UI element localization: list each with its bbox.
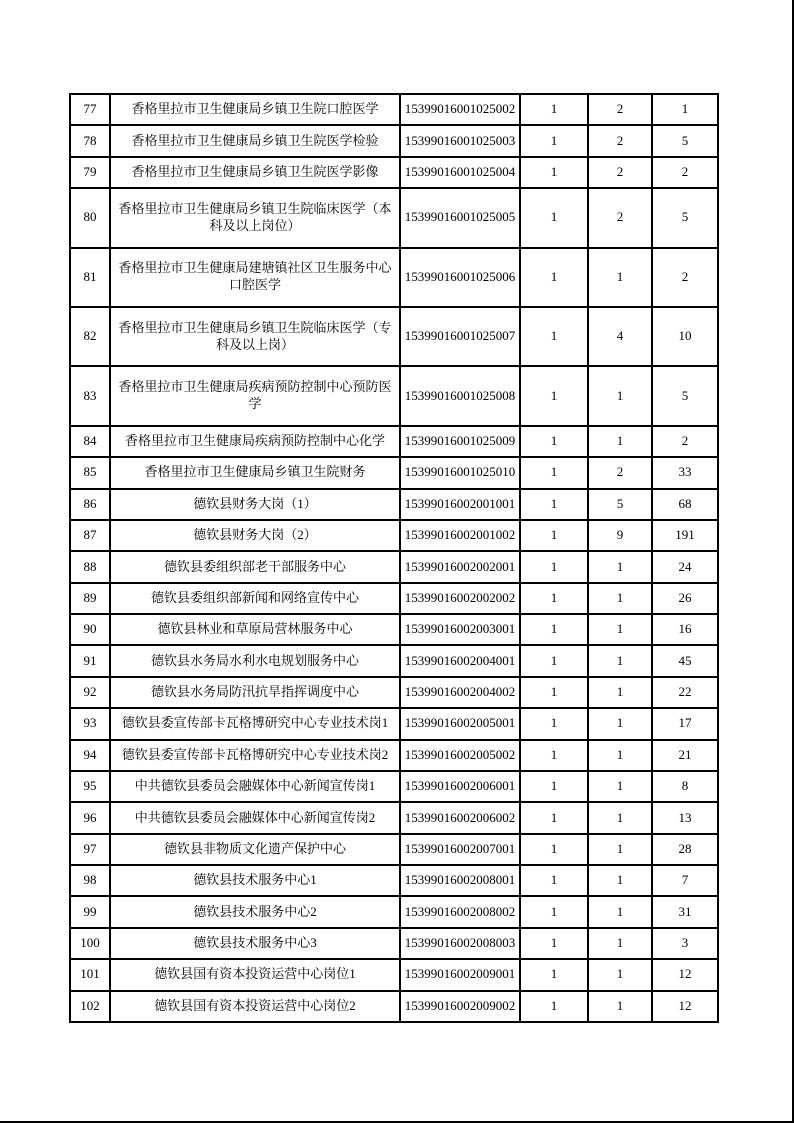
position-name-cell: 中共德钦县委员会融媒体中心新闻宣传岗1 bbox=[110, 771, 400, 802]
count-cell-3: 5 bbox=[652, 125, 718, 156]
position-code-cell: 15399016002003001 bbox=[400, 614, 520, 645]
count-cell-1: 1 bbox=[520, 248, 588, 307]
count-cell-2: 1 bbox=[588, 802, 652, 833]
table-row bbox=[70, 865, 718, 896]
count-cell-3: 68 bbox=[652, 489, 718, 520]
position-code-cell: 15399016001025003 bbox=[400, 125, 520, 156]
count-cell-1: 1 bbox=[520, 991, 588, 1022]
table-row bbox=[70, 94, 718, 125]
count-cell-3: 2 bbox=[652, 157, 718, 188]
count-cell-2: 1 bbox=[588, 771, 652, 802]
position-code-cell: 15399016001025005 bbox=[400, 188, 520, 247]
count-cell-3: 45 bbox=[652, 645, 718, 676]
table-row bbox=[70, 426, 718, 457]
position-code-cell: 15399016002008002 bbox=[400, 896, 520, 927]
table-row bbox=[70, 928, 718, 959]
position-code-cell: 15399016002008003 bbox=[400, 928, 520, 959]
count-cell-3: 191 bbox=[652, 520, 718, 551]
row-number-cell: 82 bbox=[70, 307, 110, 366]
positions-table bbox=[69, 93, 719, 1023]
table-row bbox=[70, 834, 718, 865]
count-cell-3: 3 bbox=[652, 928, 718, 959]
count-cell-1: 1 bbox=[520, 959, 588, 990]
position-code-cell: 15399016001025009 bbox=[400, 426, 520, 457]
table-row bbox=[70, 677, 718, 708]
position-name-cell: 香格里拉市卫生健康局乡镇卫生院临床医学（专科及以上岗） bbox=[110, 307, 400, 366]
count-cell-3: 1 bbox=[652, 94, 718, 125]
count-cell-2: 1 bbox=[588, 896, 652, 927]
count-cell-3: 22 bbox=[652, 677, 718, 708]
row-number-cell: 87 bbox=[70, 520, 110, 551]
count-cell-1: 1 bbox=[520, 771, 588, 802]
position-code-cell: 15399016002005002 bbox=[400, 740, 520, 771]
row-number-cell: 102 bbox=[70, 991, 110, 1022]
row-number-cell: 95 bbox=[70, 771, 110, 802]
position-name-cell: 香格里拉市卫生健康局疾病预防控制中心预防医学 bbox=[110, 366, 400, 425]
count-cell-1: 1 bbox=[520, 125, 588, 156]
count-cell-1: 1 bbox=[520, 614, 588, 645]
count-cell-2: 1 bbox=[588, 426, 652, 457]
table-row bbox=[70, 991, 718, 1022]
count-cell-2: 1 bbox=[588, 551, 652, 582]
count-cell-1: 1 bbox=[520, 457, 588, 488]
count-cell-2: 1 bbox=[588, 834, 652, 865]
table-row bbox=[70, 771, 718, 802]
position-name-cell: 中共德钦县委员会融媒体中心新闻宣传岗2 bbox=[110, 802, 400, 833]
count-cell-3: 7 bbox=[652, 865, 718, 896]
position-name-cell: 德钦县非物质文化遗产保护中心 bbox=[110, 834, 400, 865]
count-cell-1: 1 bbox=[520, 583, 588, 614]
row-number-cell: 90 bbox=[70, 614, 110, 645]
count-cell-1: 1 bbox=[520, 708, 588, 739]
table-row bbox=[70, 614, 718, 645]
count-cell-1: 1 bbox=[520, 157, 588, 188]
position-name-cell: 德钦县委宣传部卡瓦格博研究中心专业技术岗1 bbox=[110, 708, 400, 739]
position-name-cell: 德钦县技术服务中心1 bbox=[110, 865, 400, 896]
count-cell-1: 1 bbox=[520, 366, 588, 425]
row-number-cell: 84 bbox=[70, 426, 110, 457]
position-code-cell: 15399016002008001 bbox=[400, 865, 520, 896]
count-cell-2: 2 bbox=[588, 157, 652, 188]
position-code-cell: 15399016001025002 bbox=[400, 94, 520, 125]
position-name-cell: 香格里拉市卫生健康局乡镇卫生院临床医学（本科及以上岗位） bbox=[110, 188, 400, 247]
position-code-cell: 15399016001025004 bbox=[400, 157, 520, 188]
position-code-cell: 15399016002009002 bbox=[400, 991, 520, 1022]
position-code-cell: 15399016001025010 bbox=[400, 457, 520, 488]
table-row bbox=[70, 708, 718, 739]
table-row bbox=[70, 583, 718, 614]
row-number-cell: 89 bbox=[70, 583, 110, 614]
table-row bbox=[70, 457, 718, 488]
row-number-cell: 80 bbox=[70, 188, 110, 247]
count-cell-1: 1 bbox=[520, 188, 588, 247]
table-row bbox=[70, 366, 718, 425]
count-cell-3: 12 bbox=[652, 991, 718, 1022]
count-cell-1: 1 bbox=[520, 740, 588, 771]
count-cell-3: 10 bbox=[652, 307, 718, 366]
position-code-cell: 15399016002004002 bbox=[400, 677, 520, 708]
count-cell-2: 2 bbox=[588, 188, 652, 247]
count-cell-2: 4 bbox=[588, 307, 652, 366]
count-cell-2: 1 bbox=[588, 366, 652, 425]
count-cell-3: 28 bbox=[652, 834, 718, 865]
count-cell-2: 5 bbox=[588, 489, 652, 520]
row-number-cell: 92 bbox=[70, 677, 110, 708]
table-row bbox=[70, 489, 718, 520]
position-code-cell: 15399016002001001 bbox=[400, 489, 520, 520]
count-cell-1: 1 bbox=[520, 489, 588, 520]
position-name-cell: 德钦县水务局防汛抗旱指挥调度中心 bbox=[110, 677, 400, 708]
count-cell-1: 1 bbox=[520, 307, 588, 366]
position-code-cell: 15399016002005001 bbox=[400, 708, 520, 739]
table-row bbox=[70, 802, 718, 833]
count-cell-2: 1 bbox=[588, 583, 652, 614]
count-cell-3: 33 bbox=[652, 457, 718, 488]
count-cell-3: 8 bbox=[652, 771, 718, 802]
position-code-cell: 15399016001025006 bbox=[400, 248, 520, 307]
row-number-cell: 79 bbox=[70, 157, 110, 188]
row-number-cell: 94 bbox=[70, 740, 110, 771]
position-code-cell: 15399016002006001 bbox=[400, 771, 520, 802]
position-code-cell: 15399016002006002 bbox=[400, 802, 520, 833]
count-cell-2: 1 bbox=[588, 708, 652, 739]
table-row bbox=[70, 157, 718, 188]
count-cell-1: 1 bbox=[520, 865, 588, 896]
position-name-cell: 德钦县财务大岗（2） bbox=[110, 520, 400, 551]
row-number-cell: 86 bbox=[70, 489, 110, 520]
row-number-cell: 77 bbox=[70, 94, 110, 125]
row-number-cell: 91 bbox=[70, 645, 110, 676]
count-cell-3: 12 bbox=[652, 959, 718, 990]
row-number-cell: 83 bbox=[70, 366, 110, 425]
count-cell-3: 2 bbox=[652, 426, 718, 457]
count-cell-3: 17 bbox=[652, 708, 718, 739]
count-cell-2: 1 bbox=[588, 248, 652, 307]
count-cell-2: 2 bbox=[588, 125, 652, 156]
position-code-cell: 15399016002009001 bbox=[400, 959, 520, 990]
count-cell-2: 1 bbox=[588, 645, 652, 676]
table-row bbox=[70, 740, 718, 771]
count-cell-1: 1 bbox=[520, 426, 588, 457]
row-number-cell: 97 bbox=[70, 834, 110, 865]
table-row bbox=[70, 645, 718, 676]
count-cell-3: 13 bbox=[652, 802, 718, 833]
row-number-cell: 93 bbox=[70, 708, 110, 739]
count-cell-1: 1 bbox=[520, 834, 588, 865]
count-cell-3: 21 bbox=[652, 740, 718, 771]
row-number-cell: 81 bbox=[70, 248, 110, 307]
row-number-cell: 99 bbox=[70, 896, 110, 927]
position-code-cell: 15399016001025008 bbox=[400, 366, 520, 425]
row-number-cell: 85 bbox=[70, 457, 110, 488]
count-cell-2: 1 bbox=[588, 865, 652, 896]
table-row bbox=[70, 520, 718, 551]
position-name-cell: 香格里拉市卫生健康局疾病预防控制中心化学 bbox=[110, 426, 400, 457]
count-cell-1: 1 bbox=[520, 94, 588, 125]
table-row bbox=[70, 896, 718, 927]
count-cell-1: 1 bbox=[520, 551, 588, 582]
count-cell-1: 1 bbox=[520, 896, 588, 927]
position-name-cell: 德钦县国有资本投资运营中心岗位2 bbox=[110, 991, 400, 1022]
position-name-cell: 香格里拉市卫生健康局建塘镇社区卫生服务中心口腔医学 bbox=[110, 248, 400, 307]
table-row bbox=[70, 248, 718, 307]
count-cell-2: 1 bbox=[588, 614, 652, 645]
count-cell-3: 16 bbox=[652, 614, 718, 645]
count-cell-2: 1 bbox=[588, 991, 652, 1022]
row-number-cell: 96 bbox=[70, 802, 110, 833]
position-name-cell: 香格里拉市卫生健康局乡镇卫生院医学影像 bbox=[110, 157, 400, 188]
count-cell-2: 1 bbox=[588, 677, 652, 708]
count-cell-2: 2 bbox=[588, 94, 652, 125]
position-name-cell: 德钦县委宣传部卡瓦格博研究中心专业技术岗2 bbox=[110, 740, 400, 771]
row-number-cell: 78 bbox=[70, 125, 110, 156]
count-cell-3: 26 bbox=[652, 583, 718, 614]
position-code-cell: 15399016002001002 bbox=[400, 520, 520, 551]
count-cell-2: 9 bbox=[588, 520, 652, 551]
row-number-cell: 101 bbox=[70, 959, 110, 990]
count-cell-3: 31 bbox=[652, 896, 718, 927]
position-code-cell: 15399016001025007 bbox=[400, 307, 520, 366]
table-row bbox=[70, 125, 718, 156]
position-name-cell: 德钦县技术服务中心3 bbox=[110, 928, 400, 959]
row-number-cell: 100 bbox=[70, 928, 110, 959]
position-code-cell: 15399016002002001 bbox=[400, 551, 520, 582]
position-name-cell: 德钦县水务局水利水电规划服务中心 bbox=[110, 645, 400, 676]
position-name-cell: 香格里拉市卫生健康局乡镇卫生院口腔医学 bbox=[110, 94, 400, 125]
count-cell-3: 24 bbox=[652, 551, 718, 582]
count-cell-2: 2 bbox=[588, 457, 652, 488]
count-cell-3: 2 bbox=[652, 248, 718, 307]
position-name-cell: 德钦县委组织部老干部服务中心 bbox=[110, 551, 400, 582]
position-code-cell: 15399016002004001 bbox=[400, 645, 520, 676]
table-row bbox=[70, 551, 718, 582]
count-cell-1: 1 bbox=[520, 802, 588, 833]
table-row bbox=[70, 307, 718, 366]
position-name-cell: 德钦县财务大岗（1） bbox=[110, 489, 400, 520]
count-cell-1: 1 bbox=[520, 928, 588, 959]
count-cell-1: 1 bbox=[520, 645, 588, 676]
table-row bbox=[70, 959, 718, 990]
position-name-cell: 德钦县技术服务中心2 bbox=[110, 896, 400, 927]
row-number-cell: 88 bbox=[70, 551, 110, 582]
count-cell-3: 5 bbox=[652, 188, 718, 247]
count-cell-2: 1 bbox=[588, 959, 652, 990]
position-code-cell: 15399016002007001 bbox=[400, 834, 520, 865]
count-cell-2: 1 bbox=[588, 928, 652, 959]
count-cell-1: 1 bbox=[520, 677, 588, 708]
position-code-cell: 15399016002002002 bbox=[400, 583, 520, 614]
position-name-cell: 德钦县委组织部新闻和网络宣传中心 bbox=[110, 583, 400, 614]
position-name-cell: 香格里拉市卫生健康局乡镇卫生院医学检验 bbox=[110, 125, 400, 156]
table-body bbox=[70, 94, 718, 1022]
position-name-cell: 德钦县国有资本投资运营中心岗位1 bbox=[110, 959, 400, 990]
table-row bbox=[70, 188, 718, 247]
position-name-cell: 香格里拉市卫生健康局乡镇卫生院财务 bbox=[110, 457, 400, 488]
position-name-cell: 德钦县林业和草原局营林服务中心 bbox=[110, 614, 400, 645]
count-cell-2: 1 bbox=[588, 740, 652, 771]
row-number-cell: 98 bbox=[70, 865, 110, 896]
count-cell-1: 1 bbox=[520, 520, 588, 551]
count-cell-3: 5 bbox=[652, 366, 718, 425]
